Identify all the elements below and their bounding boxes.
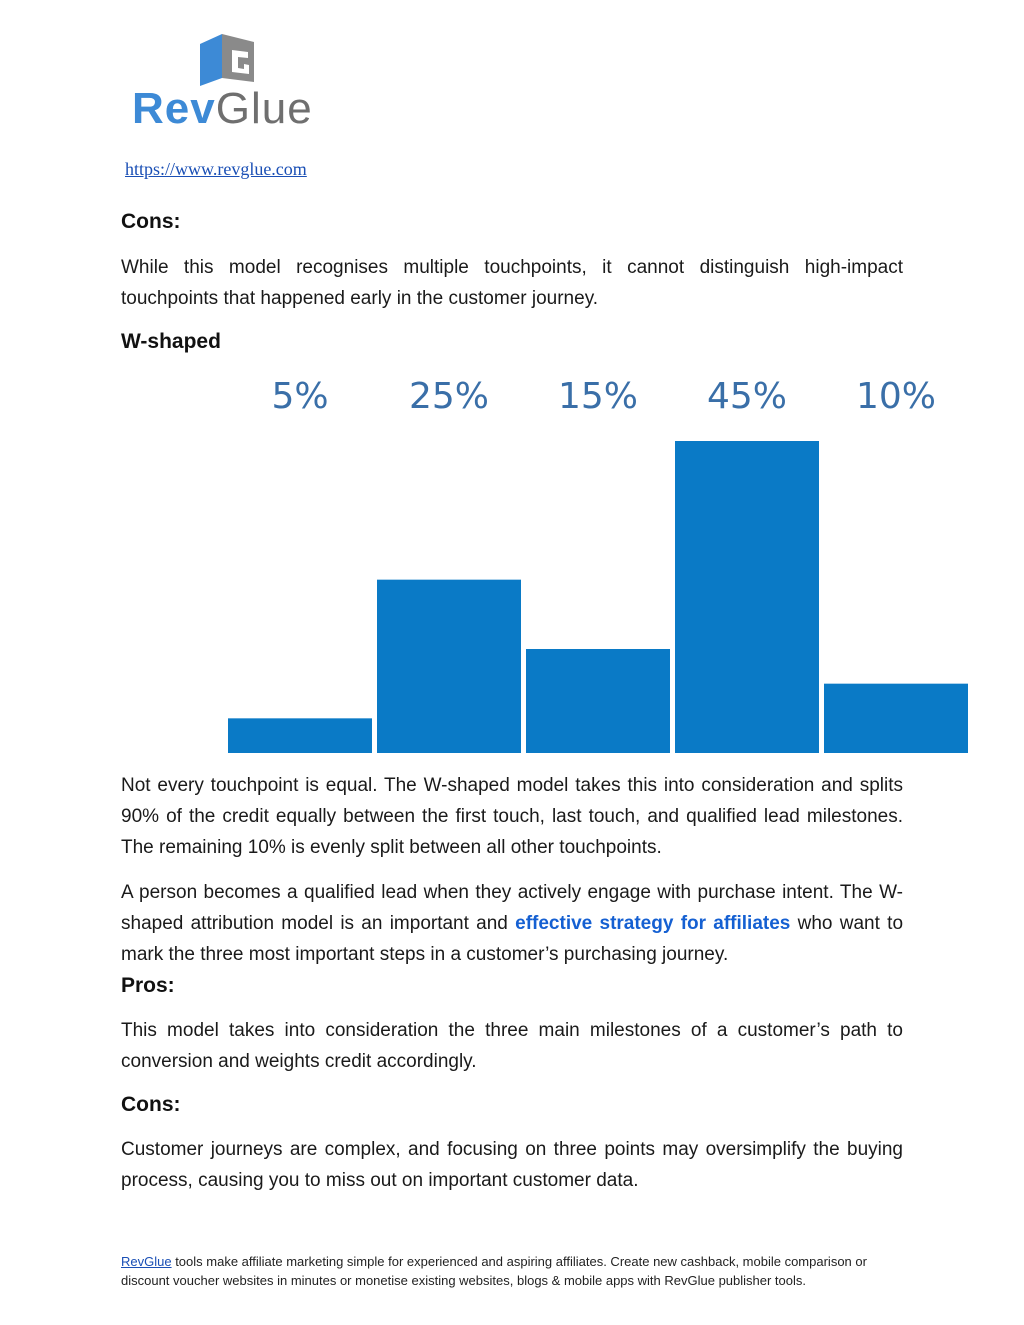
footer-text: tools make affiliate marketing simple for experienced and aspiring affiliates. Create new cashback, mobile comparison or discount voucher websites in minutes or monetise existing websites, blogs & mobile apps with RevGlue publisher tools. [121, 1254, 867, 1288]
bar-3 [526, 649, 670, 753]
para2-end: who want to mark the three most important steps in a customer’s purchasing journey. [121, 913, 904, 965]
w-shaped-paragraph-2 [121, 877, 903, 970]
cons-text-2: Customer journeys are complex, and focusing on three points may oversimplify the buying process, causing you to miss out on important customer data. [121, 1139, 903, 1191]
w-shaped-paragraph-1: Not every touchpoint is equal. The W-shaped model takes this into consideration and splits 90% of the credit equally between the first touch, last touch, and qualified lead milestones. The remaining 10% is evenly split between all other touchpoints. [121, 775, 903, 858]
revglue-logo [132, 32, 332, 132]
bar-4 [675, 441, 819, 753]
footer-brand-link[interactable]: RevGlue [121, 1254, 172, 1269]
bar-label-1: 5% [271, 376, 329, 417]
website-link[interactable]: https://www.revglue.com [125, 159, 307, 179]
affiliate-strategy-link[interactable]: effective strategy for affiliates [515, 913, 791, 934]
bar-label-4: 45% [706, 376, 788, 417]
para2-start: A person becomes a qualified lead when they actively engage with purchase intent. The W-shaped attribution model is an important and [121, 882, 903, 934]
bar-2 [377, 580, 521, 753]
bar-label-5: 10% [855, 376, 937, 417]
bar-5 [824, 684, 968, 753]
bar-label-3: 15% [557, 376, 639, 417]
pros-text: This model takes into consideration the three main milestones of a customer’s path to conversion and weights credit accordingly. [121, 1020, 903, 1072]
w-shaped-heading: W-shaped [121, 330, 221, 353]
bar-label-2: 25% [408, 376, 490, 417]
logo-glue: Glue [215, 84, 313, 133]
bar-1 [228, 718, 372, 753]
cons-heading-1: Cons: [121, 210, 181, 233]
revglue-cube-icon [192, 32, 262, 88]
footer-note [121, 1252, 911, 1290]
cons-heading-2: Cons: [121, 1093, 181, 1116]
logo-wordmark [132, 84, 313, 134]
w-shaped-bar-chart [220, 360, 980, 760]
logo-rev: Rev [132, 84, 216, 133]
pros-heading: Pros: [121, 974, 175, 997]
cons-text-1: While this model recognises multiple touchpoints, it cannot distinguish high-impact touchpoints that happened early in the customer journey. [121, 257, 903, 309]
